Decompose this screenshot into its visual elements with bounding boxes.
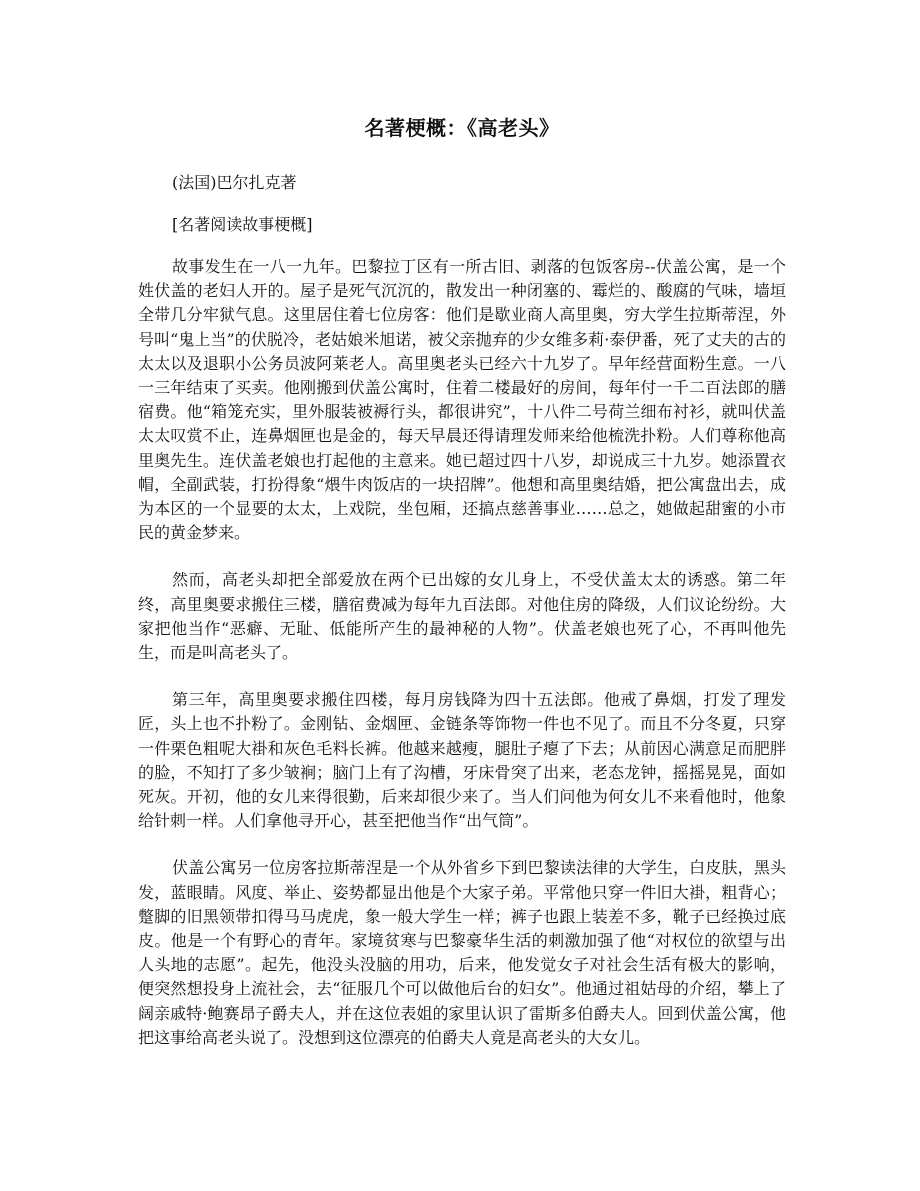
document-page [138,112,786,1073]
paragraph-2: 然而，高老头却把全部爱放在两个已出嫁的女儿身上，不受伏盖太太的诱惑。第二年终，高里奥要求搬住三楼，膳宿费减为每年九百法郎。对他住房的降级，人们议论纷纷。大家把他当作“恶癖、无耻、低能所产生的最神秘的人物”。伏盖老娘也死了心，不再叫他先生，而是叫高老头了。 [138,570,786,663]
paragraph-1: 故事发生在一八一九年。巴黎拉丁区有一所古旧、剥落的包饭客房--伏盖公寓，是一个姓伏盖的老妇人开的。屋子是死气沉沉的，散发出一种闭塞的、霉烂的、酸腐的气味，墙垣全带几分牢狱气息。这里居住着七位房客：他们是歇业商人高里奥，穷大学生拉斯蒂涅，外号叫“鬼上当”的伏脱冷，老姑娘米旭诺，被父亲抛弃的少女维多莉·泰伊番，死了丈夫的古的太太以及退职小公务员波阿莱老人。高里奥老头已经六十九岁了。早年经营面粉生意。一八一三年结束了买卖。他刚搬到伏盖公寓时，住着二楼最好的房间，每年付一千二百法郎的膳宿费。他“箱笼充实，里外服装被褥行头，都很讲究”，十八件二号荷兰细布衬衫，就叫伏盖太太叹赏不止，连鼻烟匣也是金的，每天早晨还得请理发师来给他梳洗扑粉。人们尊称他高里奥先生。连伏盖老娘也打起他的主意来。她已超过四十八岁，却说成三十九岁。她添置衣帽，全副武装，打扮得象“煨牛肉饭店的一块招牌”。他想和高里奥结婚，把公寓盘出去，成为本区的一个显要的太太，上戏院，坐包厢，还搞点慈善事业……总之，她做起甜蜜的小市民的黄金梦来。 [138,257,786,543]
document-title: 名著梗概：《高老头》 [364,116,560,140]
author-line: (法国)巴尔扎克著 [172,173,297,192]
paragraph-4: 伏盖公寓另一位房客拉斯蒂涅是一个从外省乡下到巴黎读法律的大学生，白皮肤，黑头发，蓝眼睛。风度、举止、姿势都显出他是个大家子弟。平常他只穿一件旧大褂，粗背心；蹩脚的旧黑领带扣得马马虎虎，象一般大学生一样；裤子也跟上装差不多，靴子已经换过底皮。他是一个有野心的青年。家境贫寒与巴黎豪华生活的刺激加强了他“对权位的欲望与出人头地的志愿”。起先，他没头没脑的用功，后来，他发觉女子对社会生活有极大的影响，便突然想投身上流社会，去“征服几个可以做他后台的妇女”。他通过祖姑母的介绍，攀上了阔亲戚特·鲍赛昂子爵夫人，并在这位表姐的家里认识了雷斯多伯爵夫人。回到伏盖公寓，他把这事给高老头说了。没想到这位漂亮的伯爵夫人竟是高老头的大女儿。 [138,858,786,1047]
section-label: [名著阅读故事梗概] [172,215,313,234]
paragraph-3: 第三年，高里奥要求搬住四楼，每月房钱降为四十五法郎。他戒了鼻烟，打发了理发匠，头上也不扑粉了。金刚钻、金烟匣、金链条等饰物一件也不见了。而且不分冬夏，只穿一件栗色粗呢大褂和灰色毛料长裤。他越来越瘦，腿肚子瘪了下去；从前因心满意足而肥胖的脸，不知打了多少皱裥；脑门上有了沟槽，牙床骨突了出来，老态龙钟，摇摇晃晃，面如死灰。开初，他的女儿来得很勤，后来却很少来了。当人们问他为何女儿不来看他时，他象给针刺一样。人们拿他寻开心，甚至把他当作“出气筒”。 [138,690,786,831]
